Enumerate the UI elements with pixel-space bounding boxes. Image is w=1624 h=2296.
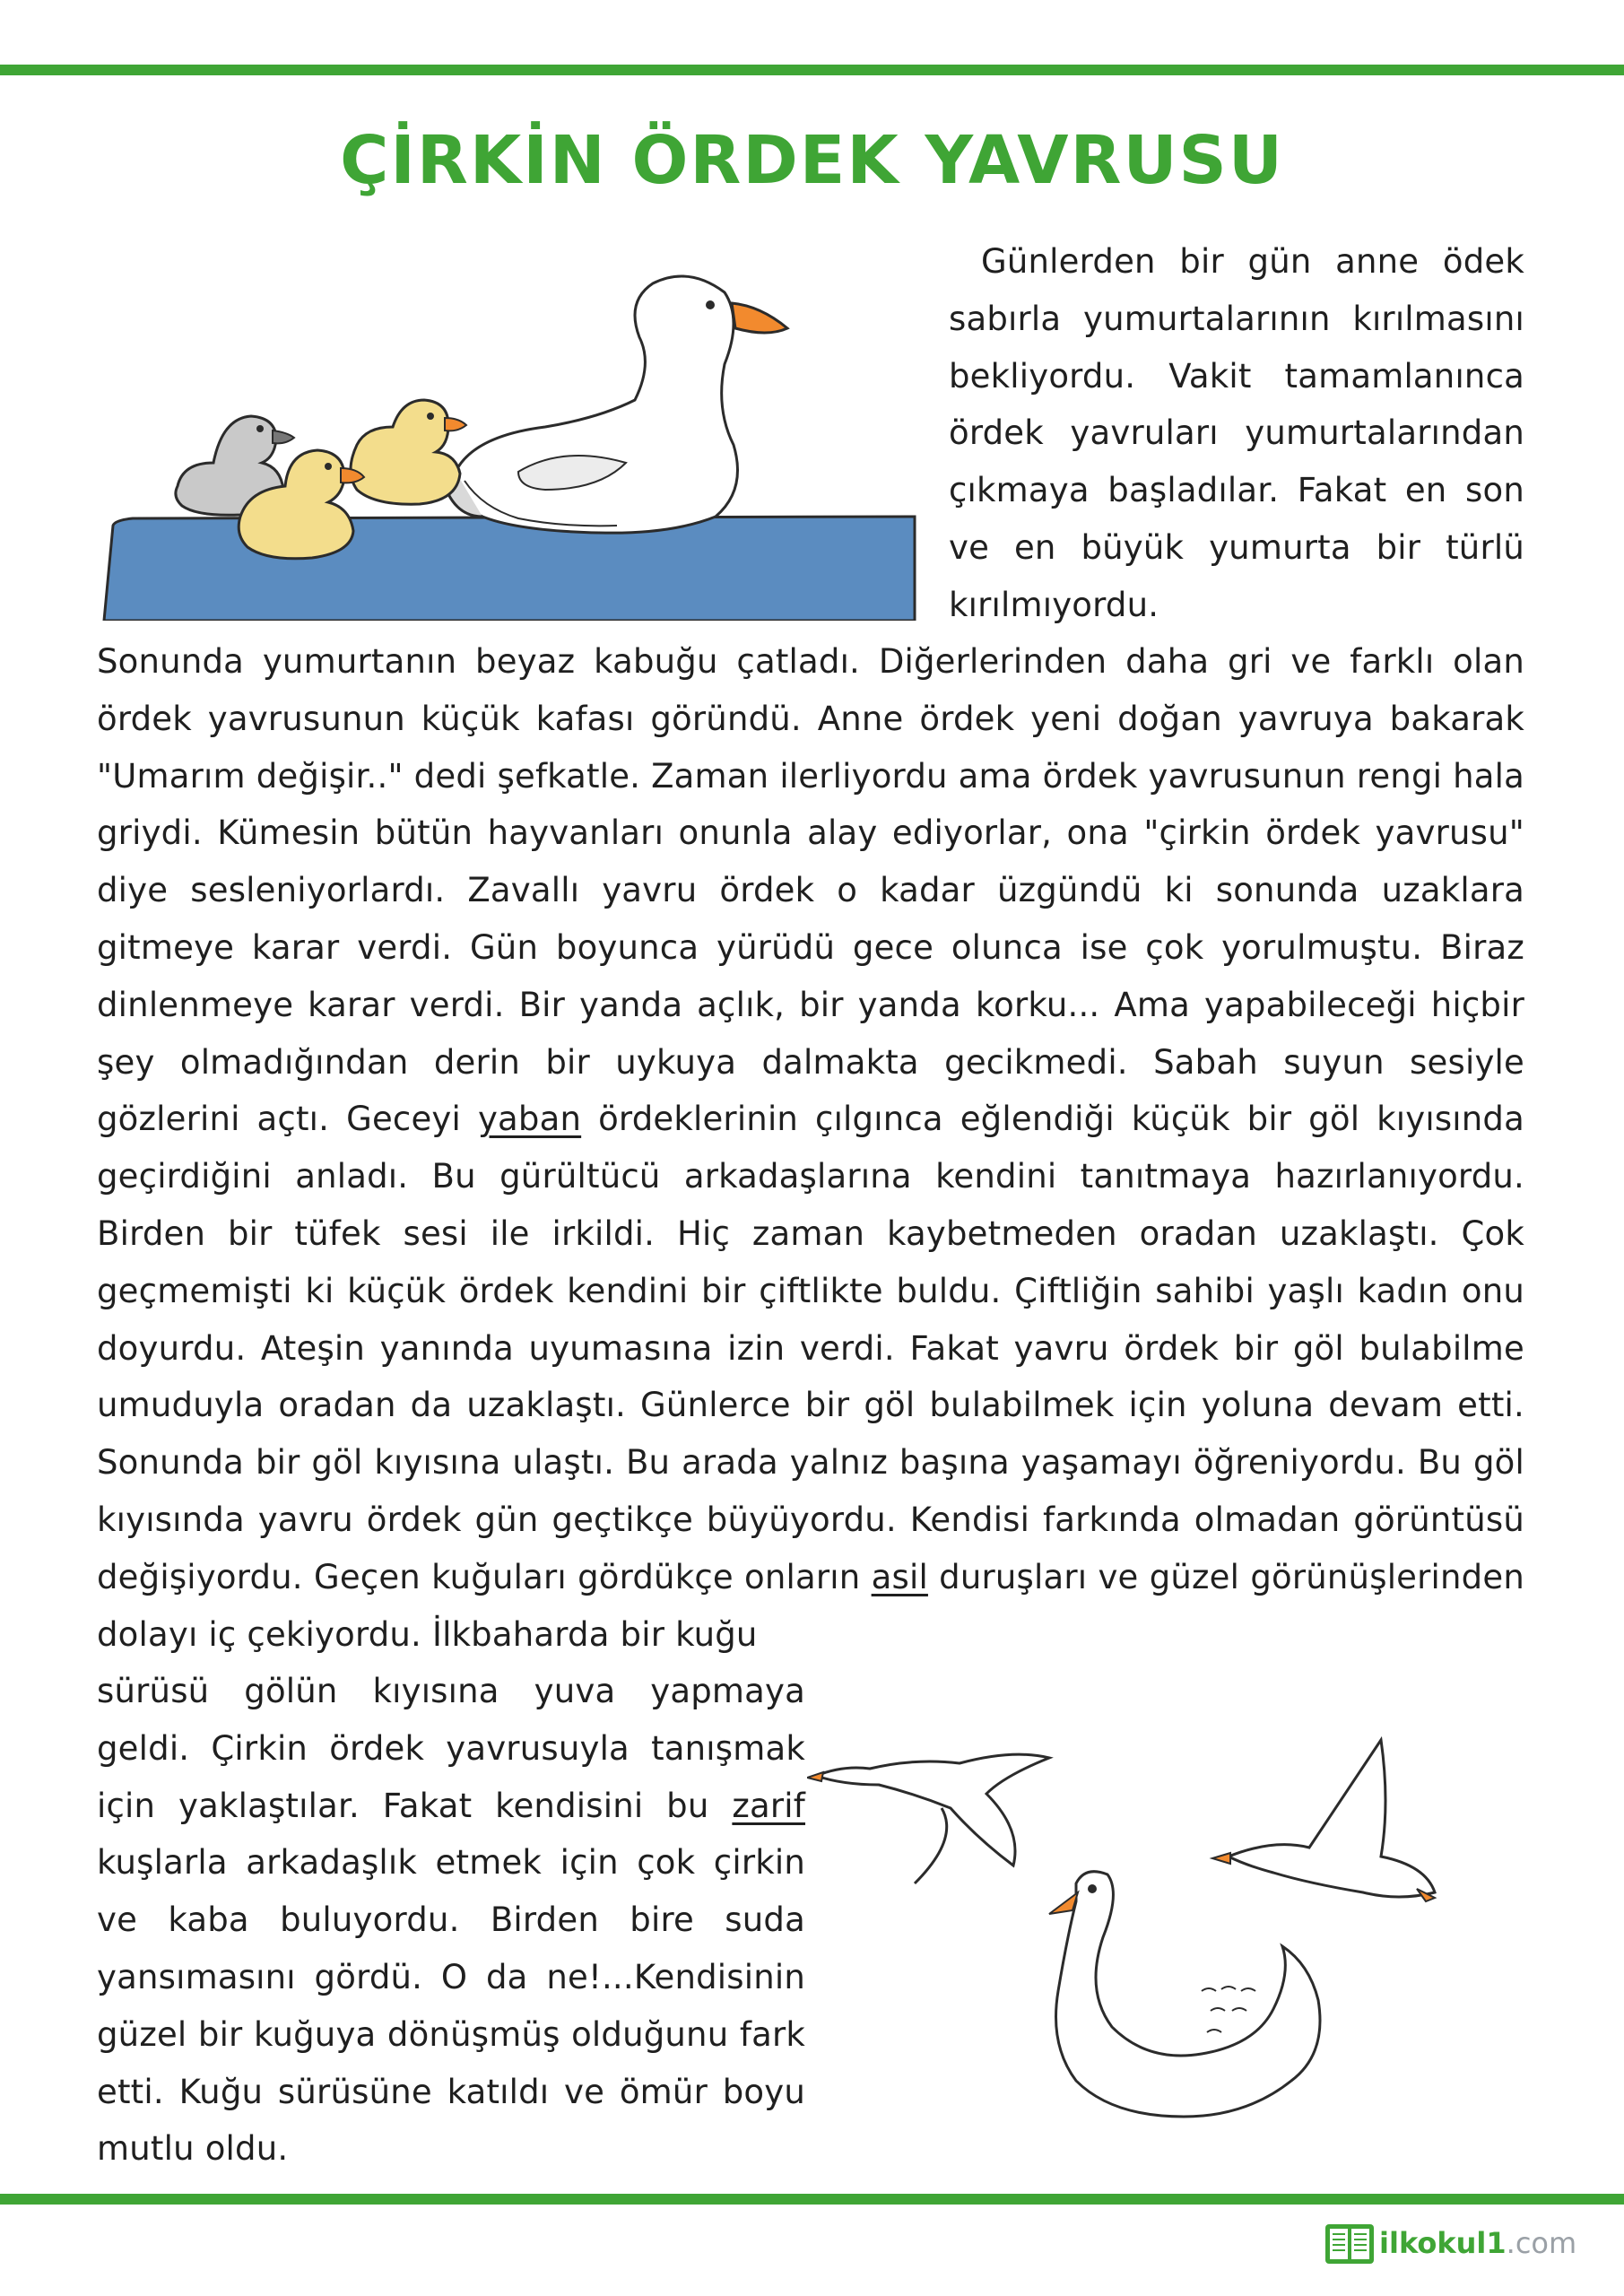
yellow-duckling-back xyxy=(351,400,460,504)
top-green-rule xyxy=(0,65,1624,75)
mother-duck xyxy=(456,276,738,533)
page-title: ÇİRKİN ÖRDEK YAVRUSU xyxy=(340,122,1284,199)
story-paragraph-intro xyxy=(949,233,1524,634)
story-text-part2c: duruşları ve güzel görünüşlerinden dolayı iç çekiyordu. İlkbaharda bir kuğu xyxy=(97,1557,1524,1654)
underlined-word-yaban: yaban xyxy=(477,1100,582,1139)
mother-duck-beak xyxy=(732,303,787,333)
water-shape xyxy=(104,517,915,621)
swimming-swan xyxy=(1056,1872,1321,2117)
story-text-part1: Günlerden bir gün anne ödek sabırla yumurtalarının kırılmasını bekliyordu. Vakit tamamlanınca ördek yavruları yumurtalarından çıkmaya başladılar. Fakat en son ve en büyük yumurta bir türlü kırılmıyordu. xyxy=(949,242,1524,624)
underlined-word-asil: asil xyxy=(871,1557,928,1596)
book-icon xyxy=(1324,2219,1376,2267)
logo-suffix: .com xyxy=(1506,2226,1577,2260)
story-text-part2a: Sonunda yumurtanın beyaz kabuğu çatladı. Diğerlerinden daha gri ve farklı olan ördek yavrusunun küçük kafası göründü. Anne ördek yeni doğan yavruya bakarak "Umarım değişir.." dedi şefkatle. Zaman ilerliyordu ama ördek yavrusunun rengi hala griydi. Kümesin bütün hayvanları onunla alay ediyorlar, ona "çirkin ördek yavrusu" diye sesleniyorlardı. Zavallı yavru ördek o kadar üzgündü ki sonunda uzaklara gitmeye karar verdi. Gün boyunca yürüdü gece olunca ise çok yorulmuştu. Biraz dinlenmeye karar verdi. Bir yanda açlık, bir yanda korku... Ama yapabileceği hiçbir şey olmadığından derin bir uykuya dalmakta gecikmedi. Sabah suyun sesiyle gözlerini açtı. Geceyi xyxy=(97,642,1524,1139)
story-paragraph-end xyxy=(97,1663,805,2178)
site-logo xyxy=(1324,2212,1584,2274)
story-text-part3a: sürüsü gölün kıyısına yuva yapmaya geldi. Çirkin ördek yavrusuyla tanışmak için yaklaştılar. Fakat kendisini bu xyxy=(97,1672,805,1825)
story-text-part3b: kuşlarla arkadaşlık etmek için çok çirkin ve kaba buluyordu. Birden bire suda yansımasını gördü. O da ne!...Kendisinin güzel bir kuğuya dönüşmüş olduğunu fark etti. Kuğu sürüsüne katıldı ve ömür boyu mutlu oldu. xyxy=(97,1843,805,2169)
logo-text xyxy=(1379,2226,1576,2260)
flying-swan-left xyxy=(816,1754,1049,1866)
duck-family-illustration xyxy=(97,265,922,621)
bottom-green-rule xyxy=(0,2194,1624,2205)
flying-swan-right xyxy=(1229,1740,1435,1897)
underlined-word-zarif: zarif xyxy=(732,1786,806,1825)
story-paragraph-main xyxy=(97,633,1524,1663)
swans-illustration xyxy=(807,1722,1542,2170)
story-text-part2b: ördeklerinin çılgınca eğlendiği küçük bir göl kıyısında geçirdiğini anladı. Bu gürültücü arkadaşlarına kendini tanıtmaya hazırlanıyordu. Birden bir tüfek sesi ile irkildi. Hiç zaman kaybetmeden oradan uzaklaştı. Çok geçmemişti ki küçük ördek kendini bir çiftlikte buldu. Çiftliğin sahibi yaşlı kadın onu doyurdu. Ateşin yanında uyumasına izin verdi. Fakat yavru ördek bir göl bulabilme umuduyla oradan da uzaklaştı. Günlerce bir göl bulabilmek için yoluna devam etti. Sonunda bir göl kıyısına ulaştı. Bu arada yalnız başına yaşamayı öğreniyordu. Bu göl kıyısında yavru ördek gün geçtikçe büyüyordu. Kendisi farkında olmadan görüntüsü değişiyordu. Geçen kuğuları gördükçe onların xyxy=(97,1100,1524,1596)
logo-name: ilkokul1 xyxy=(1379,2226,1507,2260)
